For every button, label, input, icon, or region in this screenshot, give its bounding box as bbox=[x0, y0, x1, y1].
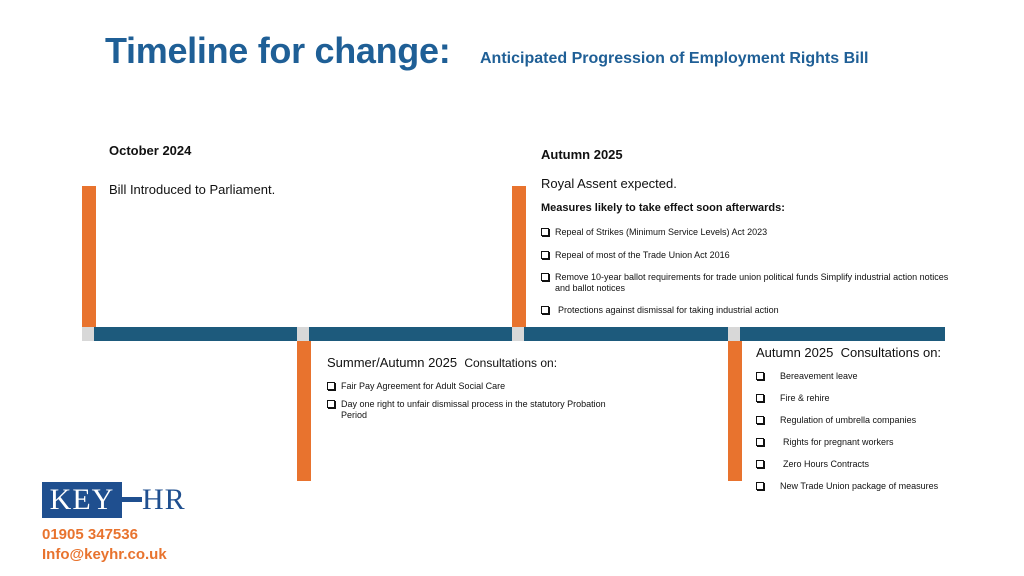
timeline-node-1 bbox=[82, 327, 94, 341]
logo-key-block: KEY bbox=[42, 482, 122, 518]
checkbox-bullet-icon bbox=[756, 372, 764, 380]
list-item: Regulation of umbrella companies bbox=[756, 415, 996, 426]
milestone-date-2: Summer/Autumn 2025 bbox=[327, 355, 458, 370]
page-subtitle: Anticipated Progression of Employment Rights Bill bbox=[480, 50, 869, 67]
milestone-list-2 bbox=[327, 381, 612, 421]
checkbox-bullet-icon bbox=[327, 400, 335, 408]
list-item: Fire & rehire bbox=[756, 393, 996, 404]
checkbox-bullet-icon bbox=[541, 251, 549, 259]
milestone-label-4: Consultations on: bbox=[840, 345, 942, 360]
checkbox-bullet-icon bbox=[756, 416, 764, 424]
checkbox-bullet-icon bbox=[756, 460, 764, 468]
checkbox-bullet-icon bbox=[756, 482, 764, 490]
page-title: Timeline for change: bbox=[105, 30, 451, 71]
contact-phone: 01905 347536 bbox=[42, 526, 138, 543]
timeline-node-3 bbox=[512, 327, 524, 341]
list-item: Day one right to unfair dismissal process in the statutory Probation Period bbox=[327, 399, 612, 421]
milestone-bar-autumn-2025-consult bbox=[728, 341, 742, 481]
milestone-list-3 bbox=[541, 227, 961, 316]
timeline-node-4 bbox=[728, 327, 740, 341]
logo-hr-text: HR bbox=[142, 483, 186, 516]
list-item: Repeal of Strikes (Minimum Service Levels) Act 2023 bbox=[541, 227, 961, 238]
milestone-bar-summer-autumn-2025 bbox=[297, 341, 311, 481]
checkbox-bullet-icon bbox=[756, 438, 764, 446]
checkbox-bullet-icon bbox=[541, 228, 549, 236]
checkbox-bullet-icon bbox=[756, 394, 764, 402]
milestone-subhead-3: Measures likely to take effect soon afterwards: bbox=[541, 202, 785, 214]
list-item: Zero Hours Contracts bbox=[756, 459, 996, 470]
milestone-heading-2 bbox=[327, 355, 557, 370]
list-item: New Trade Union package of measures bbox=[756, 481, 996, 492]
checkbox-bullet-icon bbox=[541, 306, 549, 314]
milestone-list-4 bbox=[756, 371, 996, 492]
milestone-label-2: Consultations on: bbox=[464, 356, 558, 370]
milestone-date-1: October 2024 bbox=[109, 143, 192, 158]
milestone-heading-4 bbox=[756, 345, 941, 360]
checkbox-bullet-icon bbox=[541, 273, 549, 281]
milestone-bar-oct-2024 bbox=[82, 186, 96, 327]
milestone-date-3: Autumn 2025 bbox=[541, 147, 623, 162]
list-item: Fair Pay Agreement for Adult Social Care bbox=[327, 381, 612, 392]
milestone-text-1: Bill Introduced to Parliament. bbox=[109, 182, 276, 197]
list-item: Rights for pregnant workers bbox=[756, 437, 996, 448]
timeline-node-2 bbox=[297, 327, 309, 341]
list-item: Remove 10-year ballot requirements for trade union political funds Simplify industrial action notices and ballot notices bbox=[541, 272, 960, 294]
milestone-date-4: Autumn 2025 bbox=[756, 345, 834, 360]
milestone-bar-autumn-2025-assent bbox=[512, 186, 526, 327]
contact-email[interactable]: Info@keyhr.co.uk bbox=[42, 546, 167, 563]
list-item: Bereavement leave bbox=[756, 371, 996, 382]
list-item: Repeal of most of the Trade Union Act 2016 bbox=[541, 250, 961, 261]
milestone-text-3: Royal Assent expected. bbox=[541, 176, 677, 191]
list-item: Protections against dismissal for taking industrial action bbox=[541, 305, 961, 316]
logo-dash bbox=[122, 497, 142, 502]
checkbox-bullet-icon bbox=[327, 382, 335, 390]
key-hr-logo bbox=[42, 482, 188, 518]
